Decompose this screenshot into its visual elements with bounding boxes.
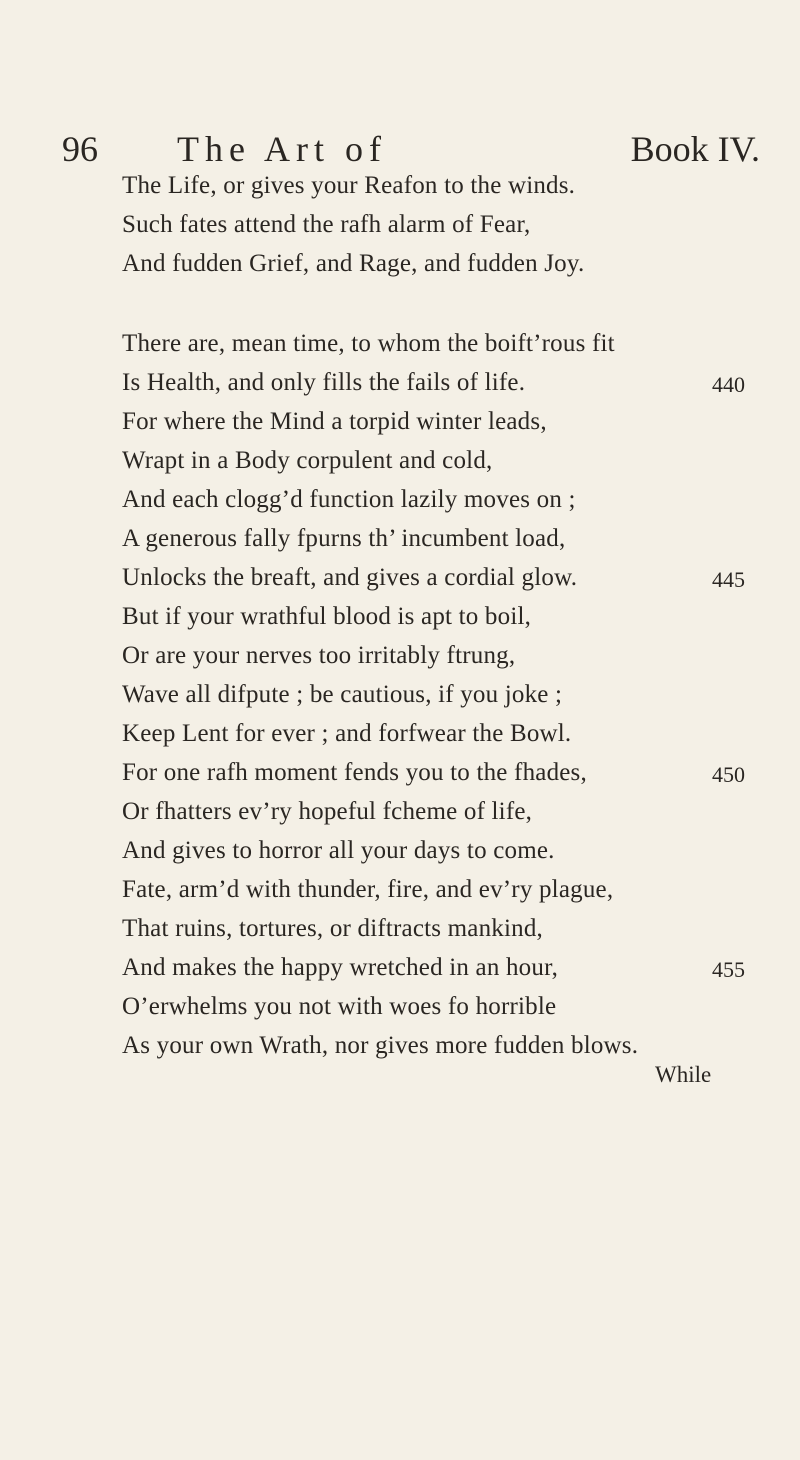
- verse-line: And makes the happy wretched in an hour,: [122, 954, 559, 981]
- verse-line: A generous fally fpurns th’ incumbent load,: [122, 525, 566, 552]
- line-number: 455: [712, 957, 745, 982]
- line-number: 440: [712, 372, 745, 397]
- verse-line: Is Health, and only fills the fails of life.: [122, 369, 526, 396]
- verse-line: Wave all difpute ; be cautious, if you joke ;: [122, 681, 563, 708]
- verse-line: Wrapt in a Body corpulent and cold,: [122, 447, 493, 474]
- page-header: [62, 128, 760, 178]
- verse-line: Or fhatters ev’ry hopeful fcheme of life,: [122, 798, 533, 825]
- verse-line: The Life, or gives your Reafon to the winds.: [122, 172, 576, 199]
- verse-line: Such fates attend the rafh alarm of Fear,: [122, 211, 531, 238]
- verse-line: Or are your nerves too irritably ftrung,: [122, 642, 516, 669]
- catchword: While: [655, 1062, 712, 1087]
- verse-line: And fudden Grief, and Rage, and fudden Joy.: [122, 250, 585, 277]
- verse-line: As your own Wrath, nor gives more fudden blows.: [122, 1032, 639, 1059]
- verse-line: That ruins, tortures, or diftracts mankind,: [122, 915, 544, 942]
- verse-line: For where the Mind a torpid winter leads,: [122, 408, 547, 435]
- verse-line: But if your wrathful blood is apt to boil,: [122, 603, 532, 630]
- verse-line: And gives to horror all your days to come.: [122, 837, 555, 864]
- verse-line: There are, mean time, to whom the boift’rous fit: [122, 330, 615, 357]
- line-number: 450: [712, 762, 745, 787]
- verse-line: And each clogg’d function lazily moves on ;: [122, 486, 576, 513]
- line-number: 445: [712, 567, 745, 592]
- verse-line: Fate, arm’d with thunder, fire, and ev’ry plague,: [122, 876, 614, 903]
- verse-line: O’erwhelms you not with woes fo horrible: [122, 993, 557, 1020]
- page-number: 96: [62, 129, 98, 169]
- book-label: Book IV.: [630, 129, 760, 169]
- verse-line: Unlocks the breaft, and gives a cordial glow.: [122, 564, 578, 591]
- running-title: The Art of: [177, 129, 387, 169]
- verse-line: For one rafh moment fends you to the fhades,: [122, 759, 587, 786]
- verse-line: Keep Lent for ever ; and forfwear the Bowl.: [122, 720, 572, 747]
